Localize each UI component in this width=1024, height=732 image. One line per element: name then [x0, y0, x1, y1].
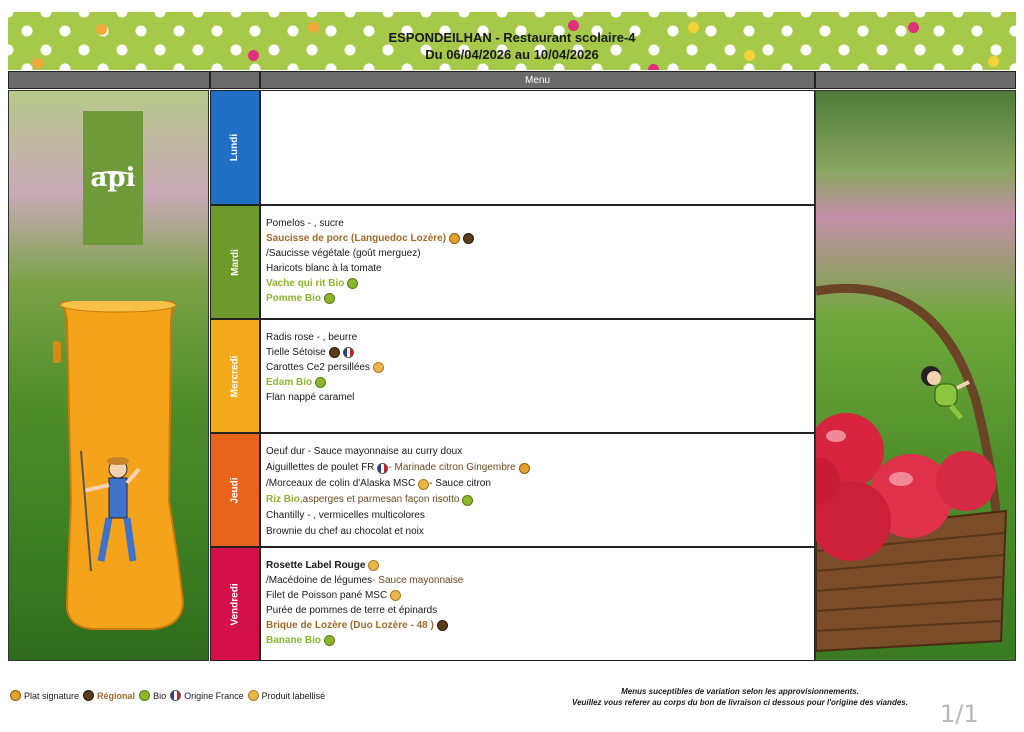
- menu-item-text: Haricots blanc à la tomate: [266, 263, 382, 274]
- menu-item-text: Oeuf dur - Sauce mayonnaise au curry doux: [266, 446, 463, 457]
- title-line-2: Du 06/04/2026 au 10/04/2026: [425, 47, 599, 62]
- signature-icon: [10, 690, 21, 701]
- menu-item: [266, 524, 809, 540]
- menu-item-text: Radis rose - , beurre: [266, 332, 358, 343]
- regional-icon: [437, 620, 448, 631]
- menu-cell-mercredi: [260, 319, 815, 433]
- label-icon: [418, 479, 429, 490]
- menu-item: [266, 588, 809, 603]
- menu-item-text: Pomelos - , sucre: [266, 218, 344, 229]
- menu-item-text: /Saucisse végétale (goût merguez): [266, 248, 421, 259]
- menu-item: [266, 345, 809, 360]
- label-icon: [390, 590, 401, 601]
- menu-cell-mardi: [260, 205, 815, 319]
- note-line-2: Veuillez vous referer au corps du bon de livraison ci dessous pour l'origine des viandes.: [572, 698, 908, 707]
- signature-icon: [449, 233, 460, 244]
- supply-note: [540, 686, 940, 708]
- header-banner: [8, 12, 1016, 70]
- menu-item: [266, 375, 809, 390]
- menu-item: [266, 291, 809, 306]
- regional-icon: [83, 690, 94, 701]
- regional-icon: [463, 233, 474, 244]
- menu-cell-lundi: [260, 90, 815, 205]
- menu-item: [266, 216, 809, 231]
- menu-item: [266, 603, 809, 618]
- menu-item: [266, 508, 809, 524]
- france-flag-icon: [170, 690, 181, 701]
- menu-item: [266, 330, 809, 345]
- menu-item-text: Chantilly - , vermicelles multicolores: [266, 510, 425, 521]
- bio-icon: [347, 278, 358, 289]
- day-name: Lundi: [229, 133, 241, 162]
- menu-item-suffix: asperges et parmesan façon risotto: [302, 494, 460, 505]
- menu-item-suffix: - Sauce mayonnaise: [372, 575, 464, 586]
- rain-boot-image: [53, 301, 185, 631]
- signature-icon: [519, 463, 530, 474]
- day-name: Jeudi: [229, 476, 241, 504]
- menu-item-text: /Macédoine de légumes: [266, 575, 373, 586]
- legend-label: Plat signature: [24, 690, 80, 701]
- menu-item-text: Saucisse de porc (Languedoc Lozère): [266, 233, 447, 244]
- menu-item-text: Edam Bio: [266, 377, 313, 388]
- legend-france: [170, 690, 244, 701]
- grid-header-day: [210, 71, 260, 89]
- menu-item-text: Pomme Bio: [266, 293, 322, 304]
- label-icon: [248, 690, 259, 701]
- page-indicator: 1/1: [940, 700, 979, 728]
- label-icon: [373, 362, 384, 373]
- grid-header-left: [8, 71, 210, 89]
- day-name: Vendredi: [229, 582, 241, 626]
- logo-text: api: [90, 163, 136, 193]
- menu-cell-vendredi: [260, 547, 815, 661]
- menu-item-text: Purée de pommes de terre et épinards: [266, 605, 438, 616]
- menu-item-text: Brique de Lozère (Duo Lozère - 48 ): [266, 620, 434, 631]
- menu-item: [266, 444, 809, 460]
- menu-item: [266, 276, 809, 291]
- menu-item-text: Riz Bio,: [266, 494, 303, 505]
- title-line-1: ESPONDEILHAN - Restaurant scolaire-4: [388, 30, 636, 45]
- menu-item-text: Rosette Label Rouge: [266, 560, 366, 571]
- left-illustration: [8, 90, 209, 661]
- france-flag-icon: [377, 463, 388, 474]
- right-illustration: [815, 90, 1016, 661]
- menu-item-text: Brownie du chef au chocolat et noix: [266, 526, 424, 537]
- menu-item-text: Tielle Sétoise: [266, 347, 326, 358]
- bio-icon: [315, 377, 326, 388]
- bio-icon: [462, 495, 473, 506]
- menu-cell-jeudi: [260, 433, 815, 547]
- apple-basket-image: [816, 281, 1016, 661]
- menu-item: [266, 618, 809, 633]
- menu-item: [266, 231, 809, 246]
- menu-item-text: /Morceaux de colin d'Alaska MSC: [266, 478, 416, 489]
- menu-item: [266, 476, 809, 492]
- day-label-mercredi: [210, 319, 260, 433]
- france-flag-icon: [343, 347, 354, 358]
- legend-label: Produit labellisé: [261, 690, 326, 701]
- grid-header-menu: Menu: [260, 71, 815, 89]
- menu-item-suffix: - Sauce citron: [429, 478, 491, 489]
- bio-icon: [324, 293, 335, 304]
- page-title: [8, 29, 1016, 63]
- note-line-1: Menus suceptibles de variation selon les approvisionnements.: [621, 687, 859, 696]
- legend-bio: [139, 690, 166, 701]
- bio-icon: [324, 635, 335, 646]
- menu-item: [266, 573, 809, 588]
- menu-item-text: Vache qui rit Bio: [266, 278, 345, 289]
- regional-icon: [329, 347, 340, 358]
- menu-item-text: Banane Bio: [266, 635, 322, 646]
- bio-icon: [139, 690, 150, 701]
- day-label-lundi: [210, 90, 260, 205]
- legend: [10, 690, 329, 701]
- legend-label: [248, 690, 326, 701]
- day-label-mardi: [210, 205, 260, 319]
- menu-item-suffix: - Marinade citron Gingembre: [388, 462, 516, 473]
- label-icon: [368, 560, 379, 571]
- legend-label: Origine France: [184, 690, 244, 701]
- menu-item-text: Aiguillettes de poulet FR: [266, 462, 375, 473]
- legend-regional: [83, 690, 135, 701]
- menu-item: [266, 360, 809, 375]
- menu-item: [266, 633, 809, 648]
- menu-item: [266, 261, 809, 276]
- day-name: Mercredi: [229, 355, 241, 397]
- menu-item-text: Carottes Ce2 persillées: [266, 362, 370, 373]
- legend-signature: [10, 690, 79, 701]
- menu-item-text: Filet de Poisson pané MSC: [266, 590, 388, 601]
- menu-item: [266, 390, 809, 405]
- menu-item: [266, 558, 809, 573]
- api-logo: [83, 111, 143, 245]
- menu-item-text: Flan nappé caramel: [266, 392, 355, 403]
- grid-header-right: [815, 71, 1016, 89]
- day-label-jeudi: [210, 433, 260, 547]
- legend-label: Régional: [97, 690, 136, 701]
- day-name: Mardi: [229, 248, 241, 276]
- menu-item: [266, 492, 809, 508]
- day-label-vendredi: [210, 547, 260, 661]
- menu-item: [266, 460, 809, 476]
- menu-item: [266, 246, 809, 261]
- legend-label: Bio: [153, 690, 167, 701]
- logo-swoosh: [91, 171, 135, 185]
